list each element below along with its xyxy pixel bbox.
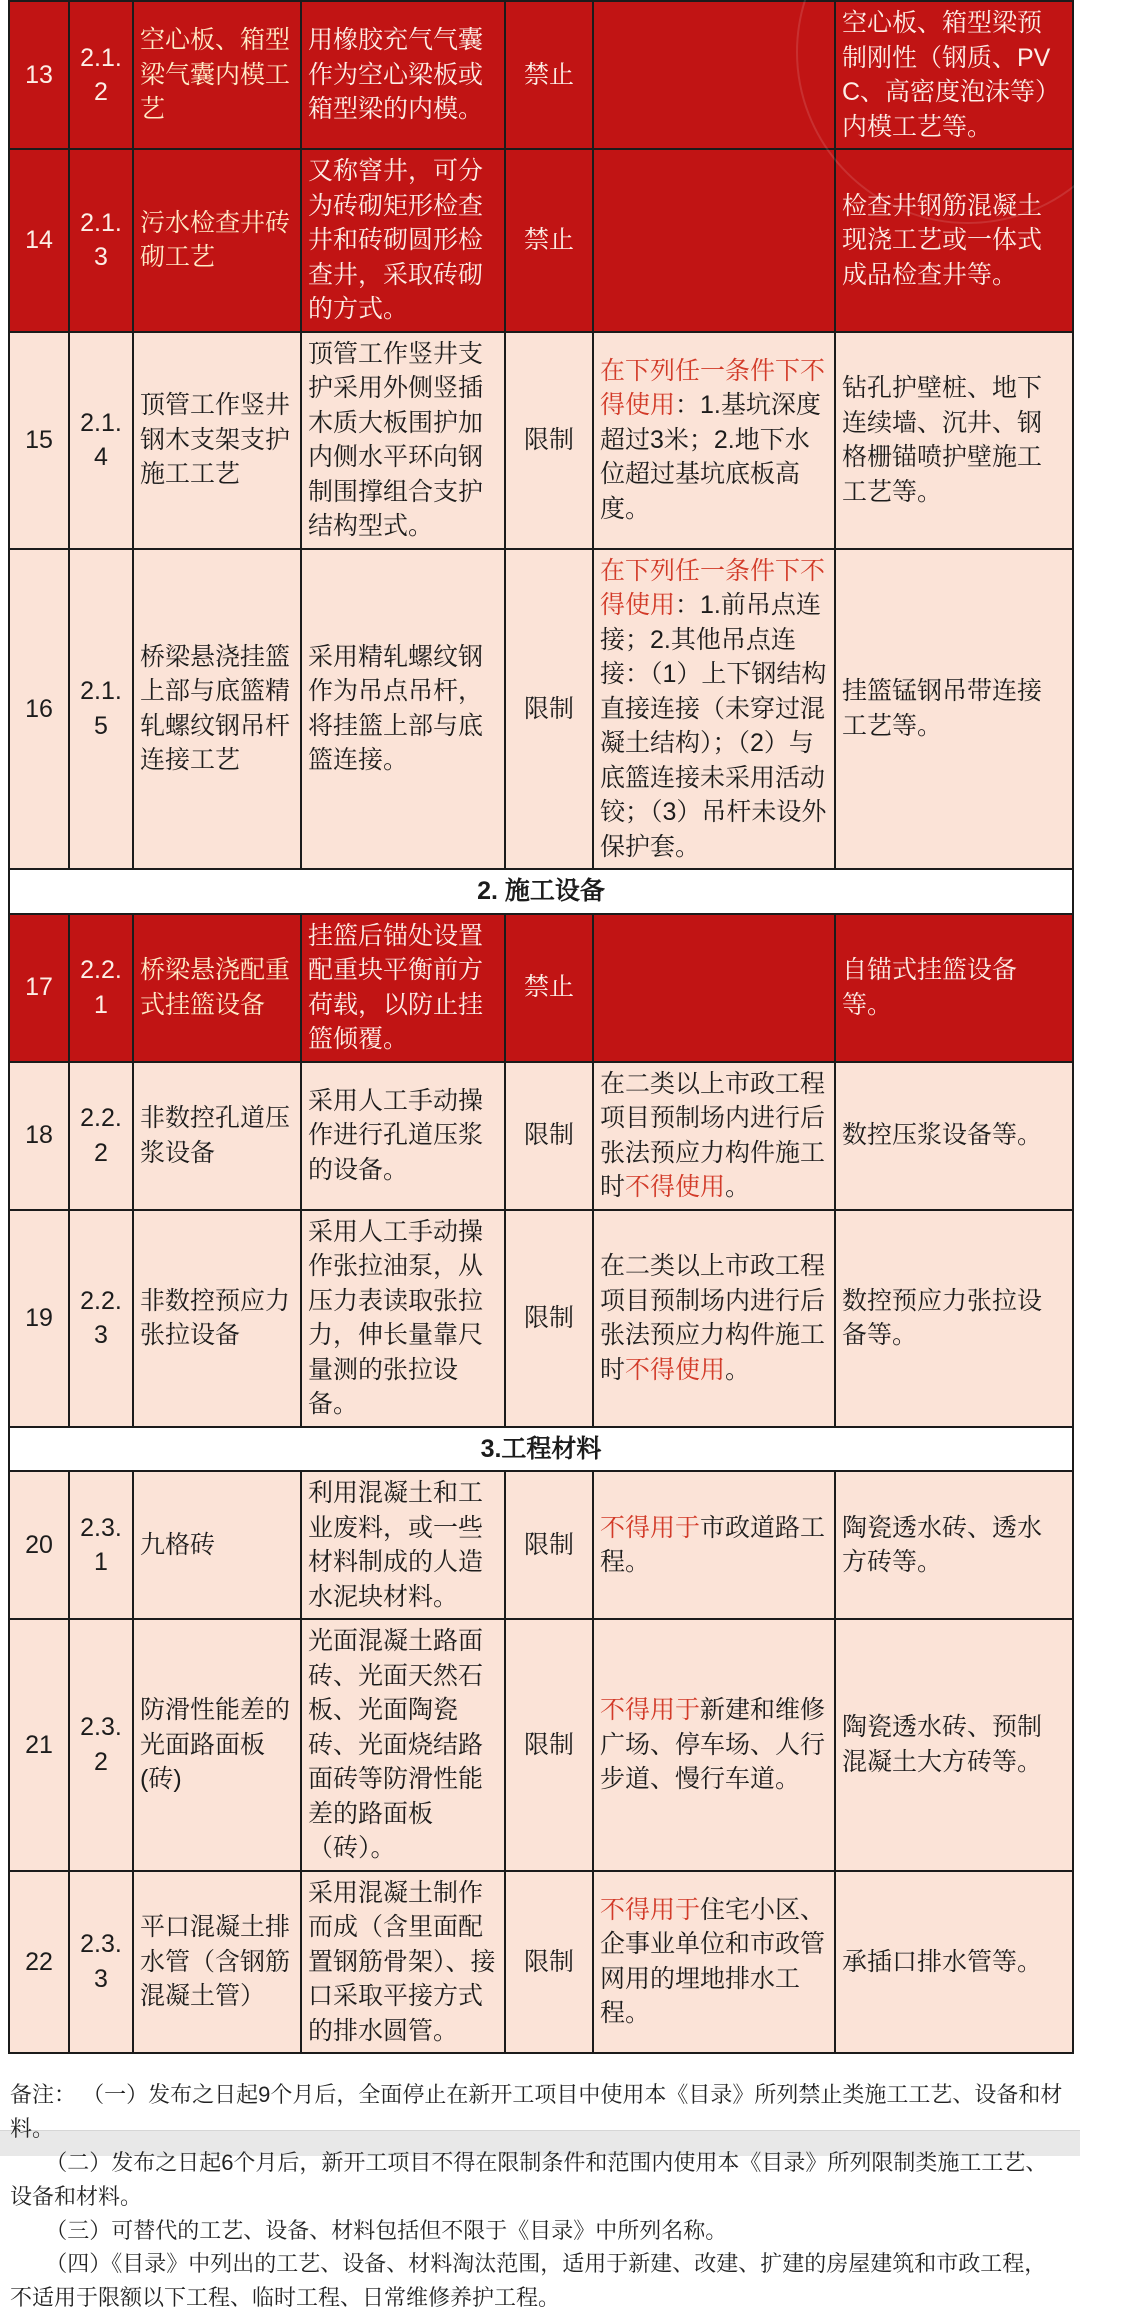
name-cell: 桥梁悬浇挂篮上部与底篮精轧螺纹钢吊杆连接工艺 — [133, 549, 301, 870]
desc-cell: 顶管工作竖井支护采用外侧竖插木质大板围护加内侧水平环向钢制围撑组合支护结构型式。 — [301, 332, 505, 549]
code-cell: 2.1.5 — [69, 549, 133, 870]
code-cell: 2.3.1 — [69, 1471, 133, 1619]
conditions-cell — [593, 149, 835, 332]
code-cell: 2.3.3 — [69, 1871, 133, 2054]
conditions-cell — [593, 1, 835, 149]
table-row — [9, 1210, 1073, 1427]
note-item: 备注： （一）发布之日起9个月后，全面停止在新开工项目中使用本《目录》所列禁止类施工工艺、设备和材料。 — [10, 2082, 1063, 2141]
seq-cell: 16 — [9, 549, 69, 870]
section-header: 3.工程材料 — [9, 1427, 1073, 1472]
section-header: 2. 施工设备 — [9, 869, 1073, 914]
alternatives-cell: 陶瓷透水砖、透水方砖等。 — [835, 1471, 1073, 1619]
alternatives-cell: 数控预应力张拉设备等。 — [835, 1210, 1073, 1427]
desc-cell: 采用人工手动操作进行孔道压浆的设备。 — [301, 1062, 505, 1210]
code-cell: 2.1.3 — [69, 149, 133, 332]
seq-cell: 22 — [9, 1871, 69, 2054]
code-cell: 2.2.1 — [69, 914, 133, 1062]
desc-cell: 采用人工手动操作张拉油泵，从压力表读取张拉力，伸长量靠尺量测的张拉设备。 — [301, 1210, 505, 1427]
name-cell: 桥梁悬浇配重式挂篮设备 — [133, 914, 301, 1062]
note-item: （三）可替代的工艺、设备、材料包括但不限于《目录》中所列名称。 — [45, 2217, 728, 2243]
category-cell: 禁止 — [505, 149, 593, 332]
alternatives-cell: 陶瓷透水砖、预制混凝土大方砖等。 — [835, 1619, 1073, 1871]
seq-cell: 14 — [9, 149, 69, 332]
notes — [0, 2054, 1080, 2315]
alternatives-cell: 检查井钢筋混凝土现浇工艺或一体式成品检查井等。 — [835, 149, 1073, 332]
name-cell: 非数控孔道压浆设备 — [133, 1062, 301, 1210]
category-cell: 限制 — [505, 332, 593, 549]
desc-cell: 光面混凝土路面砖、光面天然石板、光面陶瓷砖、光面烧结路面砖等防滑性能差的路面板（砖）。 — [301, 1619, 505, 1871]
condition-emphasis: 不得用于 — [600, 1696, 701, 1724]
elimination-catalog-table — [8, 0, 1074, 2054]
table-row — [9, 1471, 1073, 1619]
condition-text: ：1.基坑深度超过3米；2.地下水位超过基坑底板高度。 — [600, 391, 821, 523]
name-cell: 污水检查井砖砌工艺 — [133, 149, 301, 332]
category-cell: 限制 — [505, 1619, 593, 1871]
note-item: （四）《目录》中列出的工艺、设备、材料淘汰范围，适用于新建、改建、扩建的房屋建筑和市政工程，不适用于限额以下工程、临时工程、日常维修养护工程。 — [10, 2251, 1047, 2311]
condition-emphasis: 在下列任一条件下不得使用 — [600, 356, 826, 420]
notes-prefix: 备注： — [10, 2082, 83, 2107]
condition-emphasis: 不得使用 — [625, 1173, 726, 1201]
catalog-table-body — [9, 1, 1073, 2053]
section-row — [9, 1427, 1073, 1472]
seq-cell: 20 — [9, 1471, 69, 1619]
name-cell: 空心板、箱型梁气囊内模工艺 — [133, 1, 301, 149]
alternatives-cell: 钻孔护壁桩、地下连续墙、沉井、钢格栅锚喷护壁施工工艺等。 — [835, 332, 1073, 549]
alternatives-cell: 挂篮锰钢吊带连接工艺等。 — [835, 549, 1073, 870]
condition-text: 市政道路工程。 — [600, 1513, 826, 1576]
conditions-cell — [593, 1871, 835, 2054]
desc-cell: 利用混凝土和工业废料，或一些材料制成的人造水泥块材料。 — [301, 1471, 505, 1619]
condition-text: 在二类以上市政工程项目预制场内进行后张法预应力构件施工时 — [600, 1252, 826, 1384]
desc-cell: 挂篮后锚处设置配重块平衡前方荷载，以防止挂篮倾覆。 — [301, 914, 505, 1062]
conditions-cell — [593, 914, 835, 1062]
category-cell: 限制 — [505, 1062, 593, 1210]
code-cell: 2.1.2 — [69, 1, 133, 149]
desc-cell: 用橡胶充气气囊作为空心梁板或箱型梁的内模。 — [301, 1, 505, 149]
conditions-cell — [593, 1619, 835, 1871]
table-row — [9, 149, 1073, 332]
seq-cell: 13 — [9, 1, 69, 149]
conditions-cell — [593, 332, 835, 549]
condition-emphasis: 不得用于 — [600, 1513, 701, 1542]
table-row — [9, 332, 1073, 549]
table-row — [9, 1871, 1073, 2054]
condition-text: 。 — [725, 1173, 751, 1201]
condition-text: ：1.前吊点连接；2.其他吊点连接：（1）上下钢结构直接连接（未穿过混凝土结构）；（2）与底篮连接未采用活动铰；（3）吊杆未设外保护套。 — [600, 591, 827, 861]
condition-text: 住宅小区、企事业单位和市政管网用的埋地排水工程。 — [600, 1895, 826, 2028]
desc-cell: 采用混凝土制作而成（含里面配置钢筋骨架）、接口采取平接方式的排水圆管。 — [301, 1871, 505, 2054]
name-cell: 防滑性能差的光面路面板(砖) — [133, 1619, 301, 1871]
conditions-cell — [593, 1062, 835, 1210]
category-cell: 禁止 — [505, 914, 593, 1062]
condition-text: 新建和维修广场、停车场、人行步道、慢行车道。 — [600, 1696, 826, 1793]
alternatives-cell: 自锚式挂篮设备等。 — [835, 914, 1073, 1062]
code-cell: 2.3.2 — [69, 1619, 133, 1871]
category-cell: 限制 — [505, 1210, 593, 1427]
condition-text: 在二类以上市政工程项目预制场内进行后张法预应力构件施工时 — [600, 1069, 826, 1201]
category-cell: 禁止 — [505, 1, 593, 149]
condition-text: 。 — [725, 1355, 751, 1384]
table-row — [9, 1062, 1073, 1210]
alternatives-cell: 数控压浆设备等。 — [835, 1062, 1073, 1210]
table-row — [9, 914, 1073, 1062]
category-cell: 限制 — [505, 1471, 593, 1619]
category-cell: 限制 — [505, 549, 593, 870]
table-row — [9, 549, 1073, 870]
category-cell: 限制 — [505, 1871, 593, 2054]
seq-cell: 18 — [9, 1062, 69, 1210]
name-cell: 顶管工作竖井钢木支架支护施工工艺 — [133, 332, 301, 549]
name-cell: 非数控预应力张拉设备 — [133, 1210, 301, 1427]
table-row — [9, 1, 1073, 149]
conditions-cell — [593, 1471, 835, 1619]
desc-cell: 采用精轧螺纹钢作为吊点吊杆，将挂篮上部与底篮连接。 — [301, 549, 505, 870]
condition-emphasis: 不得用于 — [600, 1895, 701, 1924]
note-item: （二）发布之日起6个月后，新开工项目不得在限制条件和范围内使用本《目录》所列限制类施工工艺、设备和材料。 — [10, 2149, 1048, 2209]
seq-cell: 15 — [9, 332, 69, 549]
section-row — [9, 869, 1073, 914]
seq-cell: 19 — [9, 1210, 69, 1427]
code-cell: 2.2.3 — [69, 1210, 133, 1427]
seq-cell: 17 — [9, 914, 69, 1062]
conditions-cell — [593, 549, 835, 870]
name-cell: 平口混凝土排水管（含钢筋混凝土管） — [133, 1871, 301, 2054]
code-cell: 2.1.4 — [69, 332, 133, 549]
table-row — [9, 1619, 1073, 1871]
alternatives-cell: 承插口排水管等。 — [835, 1871, 1073, 2054]
conditions-cell — [593, 1210, 835, 1427]
alternatives-cell: 空心板、箱型梁预制刚性（钢质、PVC、高密度泡沫等）内模工艺等。 — [835, 1, 1073, 149]
desc-cell: 又称窨井，可分为砖砌矩形检查井和砖砌圆形检查井，采取砖砌的方式。 — [301, 149, 505, 332]
condition-emphasis: 不得使用 — [625, 1355, 726, 1384]
seq-cell: 21 — [9, 1619, 69, 1871]
name-cell: 九格砖 — [133, 1471, 301, 1619]
condition-emphasis: 在下列任一条件下不得使用 — [600, 556, 826, 619]
code-cell: 2.2.2 — [69, 1062, 133, 1210]
